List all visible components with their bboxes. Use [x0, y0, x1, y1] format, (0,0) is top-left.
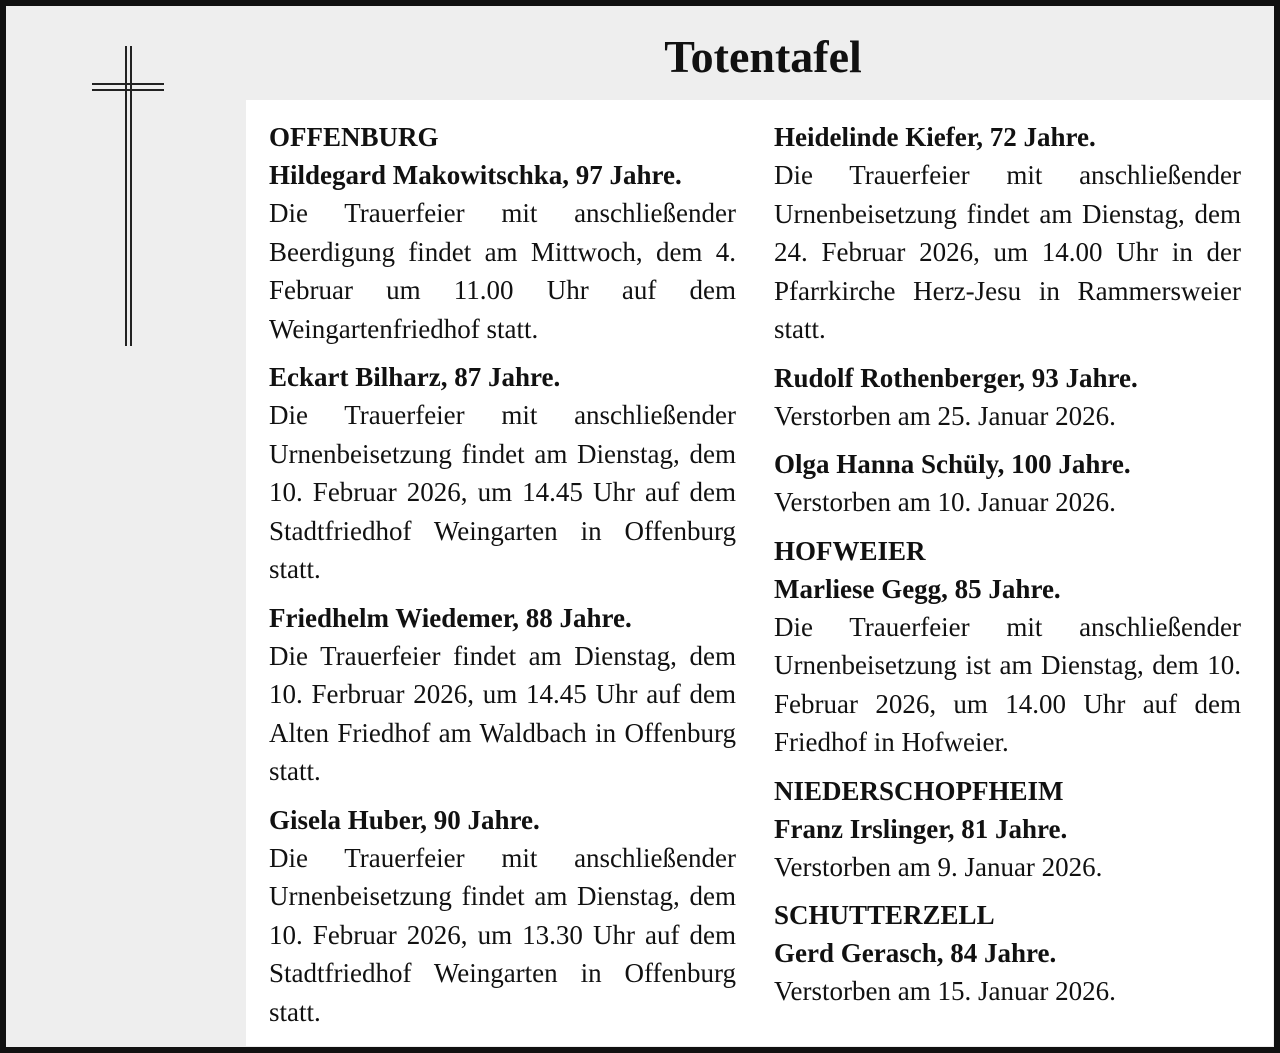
obituary-panel: [246, 100, 1273, 1046]
obituary-entry: [774, 359, 1241, 436]
notice-text: Verstorben am 9. Januar 2026.: [774, 851, 1103, 882]
notice-text: Die Trauerfeier mit anschließender Urnenbeisetzung findet am Dienstag, dem 10. Februar 2026, um 13.30 Uhr auf dem Stadtfriedhof Weingarten in Offenburg statt.: [269, 842, 736, 1027]
obituary-entry: [269, 801, 736, 1032]
deceased-name: Hildegard Makowitschka, 97 Jahre.: [269, 160, 682, 190]
place-heading: OFFENBURG: [269, 122, 439, 152]
obituary-entry: [269, 118, 736, 348]
obituary-entry: [269, 599, 736, 791]
place-heading: NIEDERSCHOPFHEIM: [774, 775, 1064, 806]
page-title: Totentafel: [664, 31, 862, 82]
place-heading: SCHUTTERZELL: [774, 900, 995, 930]
deceased-name: Heidelinde Kiefer, 72 Jahre.: [774, 122, 1096, 152]
notice-text: Verstorben am 25. Januar 2026.: [774, 400, 1116, 431]
right-column: [774, 118, 1241, 1021]
deceased-name: Gisela Huber, 90 Jahre.: [269, 804, 540, 835]
left-column: [269, 118, 736, 1041]
obituary-entry: [774, 772, 1241, 887]
notice-text: Verstorben am 15. Januar 2026.: [774, 976, 1116, 1006]
deceased-name: Friedhelm Wiedemer, 88 Jahre.: [269, 602, 632, 633]
obituary-entry: [774, 118, 1241, 349]
notice-text: Die Trauerfeier mit anschließender Urnenbeisetzung findet am Dienstag, dem 24. Februar 2026, um 14.00 Uhr in der Pfarrkirche Herz-Jesu in Rammersweier statt.: [774, 160, 1241, 344]
place-heading: HOFWEIER: [774, 535, 926, 566]
deceased-name: Gerd Gerasch, 84 Jahre.: [774, 938, 1057, 968]
obituary-entry: [269, 358, 736, 589]
obituary-entry: [774, 532, 1241, 762]
deceased-name: Rudolf Rothenberger, 93 Jahre.: [774, 362, 1138, 393]
notice-text: Die Trauerfeier findet am Dienstag, dem 10. Ferbruar 2026, um 14.45 Uhr auf dem Alten Friedhof am Waldbach in Offenburg statt.: [269, 640, 736, 786]
obituary-entry: [774, 445, 1241, 522]
notice-text: Die Trauerfeier mit anschließender Urnenbeisetzung findet am Dienstag, dem 10. Februar 2026, um 14.45 Uhr auf dem Stadtfriedhof Weingarten in Offenburg statt.: [269, 400, 736, 584]
notice-text: Die Trauerfeier mit anschließender Urnenbeisetzung ist am Dienstag, dem 10. Februar 2026, um 14.00 Uhr auf dem Friedhof in Hofweier.: [774, 611, 1241, 757]
deceased-name: Eckart Bilharz, 87 Jahre.: [269, 362, 561, 392]
obituary-entry: [774, 896, 1241, 1011]
deceased-name: Olga Hanna Schüly, 100 Jahre.: [774, 449, 1131, 479]
notice-text: Die Trauerfeier mit anschließender Beerdigung findet am Mittwoch, dem 4. Februar um 11.00 Uhr auf dem Weingartenfriedhof statt.: [269, 198, 736, 344]
deceased-name: Franz Irslinger, 81 Jahre.: [774, 813, 1068, 844]
notice-text: Verstorben am 10. Januar 2026.: [774, 487, 1116, 517]
cross-icon: [92, 46, 166, 346]
deceased-name: Marliese Gegg, 85 Jahre.: [774, 573, 1061, 604]
